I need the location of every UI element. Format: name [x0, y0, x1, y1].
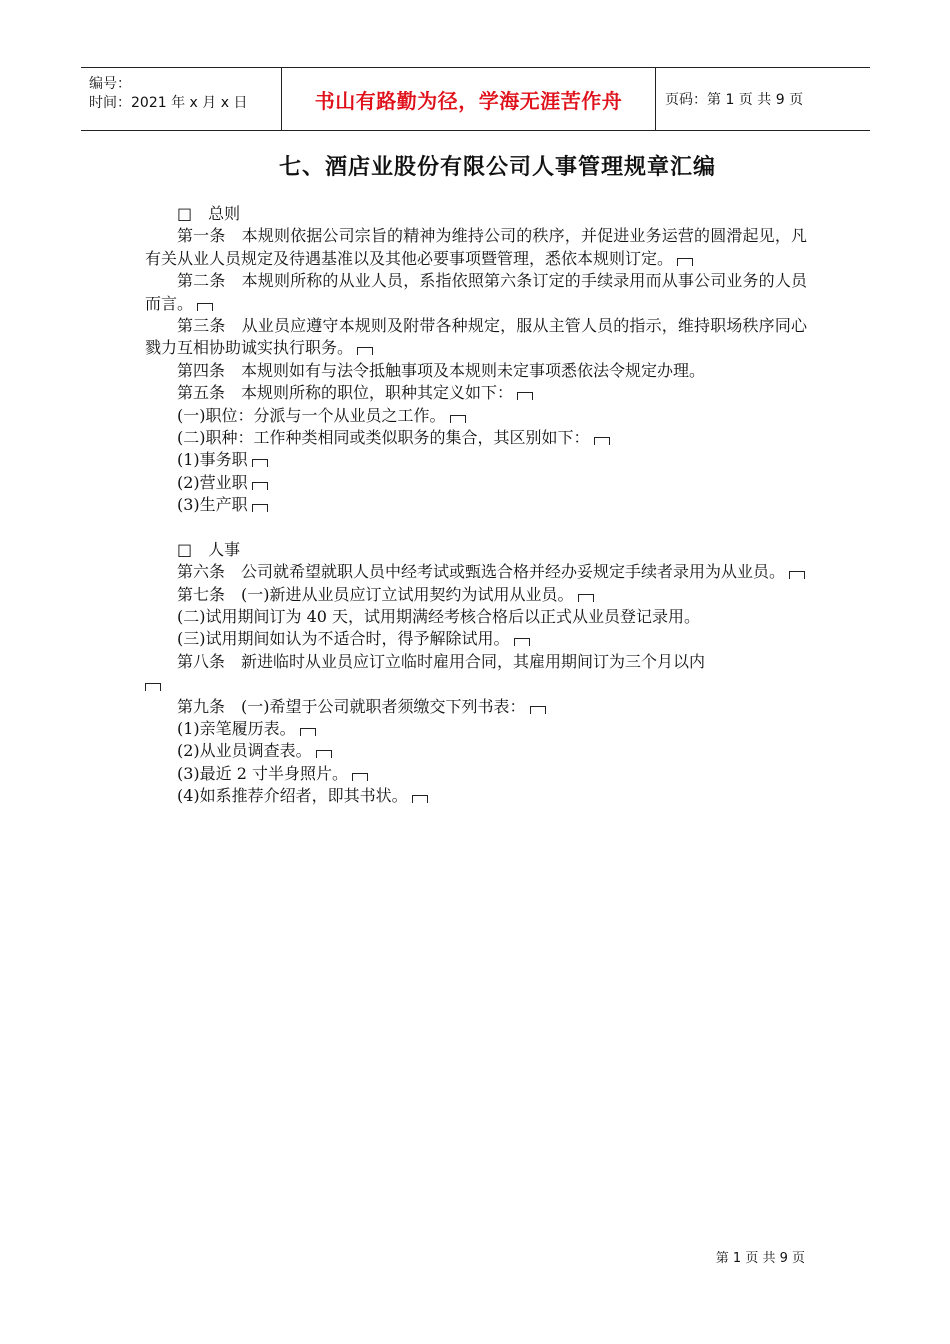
item-text: (2)营业职: [177, 472, 248, 492]
header-meta: [81, 68, 281, 130]
document-time-label: 时间：2021 年 x 月 x 日: [89, 95, 248, 111]
item-text: (三)试用期间如认为不适合时，得予解除试用。: [177, 629, 510, 649]
article-5: [145, 382, 807, 404]
document-item-3: [145, 763, 807, 785]
article-7-item-3: [145, 628, 807, 650]
header-page-label: 页码：第 1 页 共 9 页: [665, 92, 804, 108]
paragraph-mark-icon: [789, 571, 805, 579]
item-text: (1)事务职: [177, 450, 248, 470]
item-text: (3)生产职: [177, 495, 248, 515]
paragraph-mark-icon: [450, 415, 466, 423]
article-text: 第六条 公司就希望就职人员中经考试或甄选合格并经办妥规定手续者录用为从业员。: [177, 562, 786, 582]
article-4: [145, 360, 807, 382]
section-heading-text: 人事: [208, 539, 241, 559]
article-text: 第一条 本规则依据公司宗旨的精神为维持公司的秩序，并促进业务运营的圆滑起见，凡有关从业人员规定及待遇基准以及其他必要事项暨管理，悉依本规则订定。: [145, 226, 807, 268]
page-footer: 第 1 页 共 9 页: [715, 1251, 805, 1266]
document-title: 七、酒店业股份有限公司人事管理规章汇编: [278, 155, 716, 180]
item-text: (一)职位：分派与一个从业员之工作。: [177, 405, 446, 425]
section-heading-general: [145, 203, 807, 225]
article-text: 第九条 (一)希望于公司就职者须缴交下列书表：: [177, 696, 526, 716]
job-type-3: [145, 494, 807, 516]
section-spacer: [145, 517, 807, 539]
document-item-2: [145, 740, 807, 762]
paragraph-mark-icon: [252, 459, 268, 467]
paragraph-mark-icon: [252, 482, 268, 490]
paragraph-mark-icon: [594, 437, 610, 445]
article-1: [145, 225, 807, 270]
checkbox-glyph: □: [177, 539, 193, 559]
job-type-2: [145, 472, 807, 494]
paragraph-mark-icon: [352, 773, 368, 781]
paragraph-mark-icon: [578, 594, 594, 602]
article-7-item-2: [145, 606, 807, 628]
paragraph-mark-icon: [300, 728, 316, 736]
item-text: (2)从业员调查表。: [177, 741, 312, 761]
paragraph-mark-icon: [316, 750, 332, 758]
article-3: [145, 315, 807, 360]
section-heading-personnel: [145, 539, 807, 561]
article-text: 第四条 本规则如有与法令抵触事项及本规则未定事项悉依法令规定办理。: [177, 360, 706, 380]
paragraph-mark-icon: [677, 258, 693, 266]
paragraph-mark-icon: [197, 303, 213, 311]
header-page-cell: [655, 68, 880, 130]
paragraph-mark-icon: [530, 706, 546, 714]
article-8: [145, 651, 807, 696]
section-heading-text: 总则: [208, 204, 241, 223]
article-5-item-1: [145, 405, 807, 427]
job-type-1: [145, 449, 807, 471]
header-motto: 书山有路勤为径，学海无涯苦作舟: [314, 88, 623, 113]
article-text: 第五条 本规则所称的职位，职种其定义如下：: [177, 383, 514, 403]
document-body: [145, 203, 807, 808]
article-text: 第三条 从业员应遵守本规则及附带各种规定，服从主管人员的指示，维持职场秩序同心戮力互相协助诚实执行职务。: [145, 316, 807, 358]
item-text: (二)试用期间订为 40 天，试用期满经考核合格后以正式从业员登记录用。: [177, 606, 701, 626]
document-item-4: [145, 785, 807, 807]
page-header: [81, 67, 870, 131]
item-text: (1)亲笔履历表。: [177, 718, 296, 738]
paragraph-mark-icon: [412, 795, 428, 803]
paragraph-mark-icon: [514, 638, 530, 646]
document-item-1: [145, 718, 807, 740]
article-7: [145, 584, 807, 606]
checkbox-glyph: □: [177, 204, 193, 223]
document-number-label: 编号：: [89, 76, 131, 92]
paragraph-mark-icon: [252, 504, 268, 512]
article-9: [145, 696, 807, 718]
item-text: (4)如系推荐介绍者，即其书状。: [177, 786, 408, 806]
header-motto-cell: [281, 68, 656, 130]
paragraph-mark-icon: [145, 683, 161, 691]
item-text: (二)职种：工作种类相同或类似职务的集合，其区别如下：: [177, 428, 590, 448]
article-2: [145, 270, 807, 315]
article-text: 第七条 (一)新进从业员应订立试用契约为试用从业员。: [177, 584, 574, 604]
item-text: (3)最近 2 寸半身照片。: [177, 763, 349, 783]
article-6: [145, 561, 807, 583]
paragraph-mark-icon: [517, 392, 533, 400]
article-text: 第二条 本规则所称的从业人员，系指依照第六条订定的手续录用而从事公司业务的人员而言。: [145, 271, 807, 313]
paragraph-mark-icon: [357, 347, 373, 355]
article-5-item-2: [145, 427, 807, 449]
article-text: 第八条 新进临时从业员应订立临时雇用合同，其雇用期间订为三个月以内: [177, 651, 706, 671]
